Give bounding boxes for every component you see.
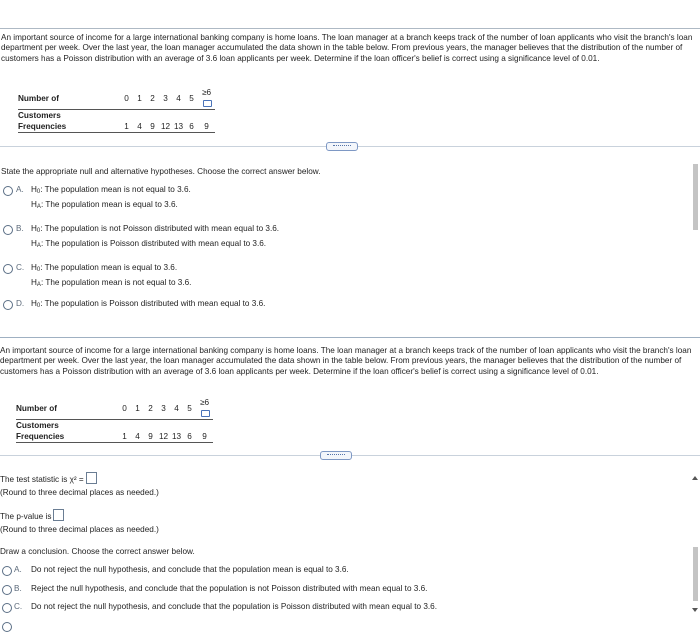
conclusion-letter-c: C. <box>14 602 23 611</box>
test-statistic-row: The test statistic is χ² = <box>0 472 97 485</box>
option-letter-b: B. <box>16 224 24 233</box>
table-value: 4 <box>172 87 185 110</box>
table-value: 1 <box>131 397 144 420</box>
scrollbar-thumb-2[interactable] <box>693 547 698 601</box>
option-c-ha[interactable]: HA: The population mean is not equal to 3.6. <box>31 278 192 288</box>
table-frequency: 13 <box>173 122 184 131</box>
pvalue-hint: (Round to three decimal places as needed.) <box>0 525 159 534</box>
option-letter-c: C. <box>16 263 25 272</box>
radio-option-d[interactable] <box>3 300 13 310</box>
test-statistic-input[interactable] <box>86 472 97 484</box>
conclusion-a-text[interactable]: Do not reject the null hypothesis, and conclude that the population mean is equal to 3.6. <box>31 565 349 574</box>
pvalue-row: The p-value is <box>0 509 64 522</box>
conclusion-letter-a: A. <box>14 565 22 574</box>
table-label-frequencies: Frequencies <box>18 121 120 133</box>
table-frequency: 9 <box>198 121 215 133</box>
radio-conclusion-b[interactable] <box>2 585 12 595</box>
scroll-down-arrow[interactable] <box>692 608 698 612</box>
conclusion-letter-b: B. <box>14 584 22 593</box>
table-value: 2 <box>146 87 159 110</box>
option-c-h0[interactable]: H0: The population mean is equal to 3.6. <box>31 263 178 273</box>
table-frequency: 6 <box>183 431 196 443</box>
table-value: 0 <box>118 397 131 420</box>
table-frequency: 12 <box>158 432 169 441</box>
table-frequency: 13 <box>171 432 182 441</box>
table-frequency: 1 <box>118 431 131 443</box>
table-label-customers: Customers <box>18 111 61 120</box>
table-frequency: 6 <box>185 121 198 133</box>
option-b-h0[interactable]: H0: The population is not Poisson distributed with mean equal to 3.6. <box>31 224 280 234</box>
radio-option-c[interactable] <box>3 264 13 274</box>
option-d-h0[interactable]: H0: The population is Poisson distributed with mean equal to 3.6. <box>31 299 266 309</box>
table-frequency: 4 <box>133 121 146 133</box>
table-label-number-of: Number of <box>16 397 118 420</box>
table-label-frequencies: Frequencies <box>16 431 118 443</box>
data-table-1 <box>18 87 215 133</box>
expand-more-button-1[interactable] <box>326 142 358 151</box>
table-frequency: 9 <box>146 121 159 133</box>
radio-option-a[interactable] <box>3 186 13 196</box>
pvalue-input[interactable] <box>53 509 64 521</box>
scroll-up-arrow[interactable] <box>692 476 698 480</box>
table-value: 5 <box>185 87 198 110</box>
radio-option-b[interactable] <box>3 225 13 235</box>
table-label-number-of: Number of <box>18 87 120 110</box>
panel-divider <box>0 337 700 338</box>
test-statistic-hint: (Round to three decimal places as needed.) <box>0 488 159 497</box>
conclusion-prompt: Draw a conclusion. Choose the correct answer below. <box>0 547 195 556</box>
data-table-2 <box>16 397 213 443</box>
option-b-ha[interactable]: HA: The population is Poisson distributed with mean equal to 3.6. <box>31 239 267 249</box>
table-value: 3 <box>157 397 170 420</box>
top-divider <box>0 28 700 29</box>
table-frequency: 4 <box>131 431 144 443</box>
copy-table-icon[interactable] <box>201 410 210 417</box>
table-value: 5 <box>183 397 196 420</box>
table-value: ≥6 <box>196 397 213 420</box>
option-letter-a: A. <box>16 185 24 194</box>
conclusion-b-text[interactable]: Reject the null hypothesis, and conclude that the population is not Poisson distributed with mean equal to 3.6. <box>31 584 428 593</box>
part1-prompt: State the appropriate null and alternative hypotheses. Choose the correct answer below. <box>1 167 321 176</box>
table-frequency: 9 <box>144 431 157 443</box>
problem-statement-1: An important source of income for a large international banking company is home loans. The loan manager at a branch keeps track of the number of loan applicants who visit the branch's loan department per week. Over the last year, the loan manager accumulated the data shown in the table below. From previous years, the manager believes that the distribution of the number of customers has a Poisson distribution with an average of 3.6 loan applicants per week. Determine if the loan officer's belief is correct using a significance level of 0.01. <box>1 33 693 63</box>
radio-conclusion-c[interactable] <box>2 603 12 613</box>
expand-more-button-2[interactable] <box>320 451 352 460</box>
option-letter-d: D. <box>16 299 25 308</box>
problem-statement-2: An important source of income for a large international banking company is home loans. The loan manager at a branch keeps track of the number of loan applicants who visit the branch's loan department per week. Over the last year, the loan manager accumulated the data shown in the table below. From previous years, the manager believes that the distribution of the number of customers has a Poisson distribution with an average of 3.6 loan applicants per week. Determine if the loan officer's belief is correct using a significance level of 0.01. <box>0 346 692 376</box>
table-frequency: 1 <box>120 121 133 133</box>
table-value: 3 <box>159 87 172 110</box>
conclusion-c-text[interactable]: Do not reject the null hypothesis, and conclude that the population is Poisson distributed with mean equal to 3.6. <box>31 602 437 611</box>
table-value: 2 <box>144 397 157 420</box>
option-a-h0[interactable]: H0: The population mean is not equal to 3.6. <box>31 185 191 195</box>
copy-table-icon[interactable] <box>203 100 212 107</box>
radio-conclusion-d-partial[interactable] <box>2 622 12 632</box>
table-frequency: 12 <box>160 122 171 131</box>
table-label-customers: Customers <box>16 421 59 430</box>
table-value: 4 <box>170 397 183 420</box>
scrollbar-thumb-1[interactable] <box>693 164 698 230</box>
table-value: ≥6 <box>198 87 215 110</box>
option-a-ha[interactable]: HA: The population mean is equal to 3.6. <box>31 200 178 210</box>
table-value: 0 <box>120 87 133 110</box>
table-frequency: 9 <box>196 431 213 443</box>
radio-conclusion-a[interactable] <box>2 566 12 576</box>
table-value: 1 <box>133 87 146 110</box>
